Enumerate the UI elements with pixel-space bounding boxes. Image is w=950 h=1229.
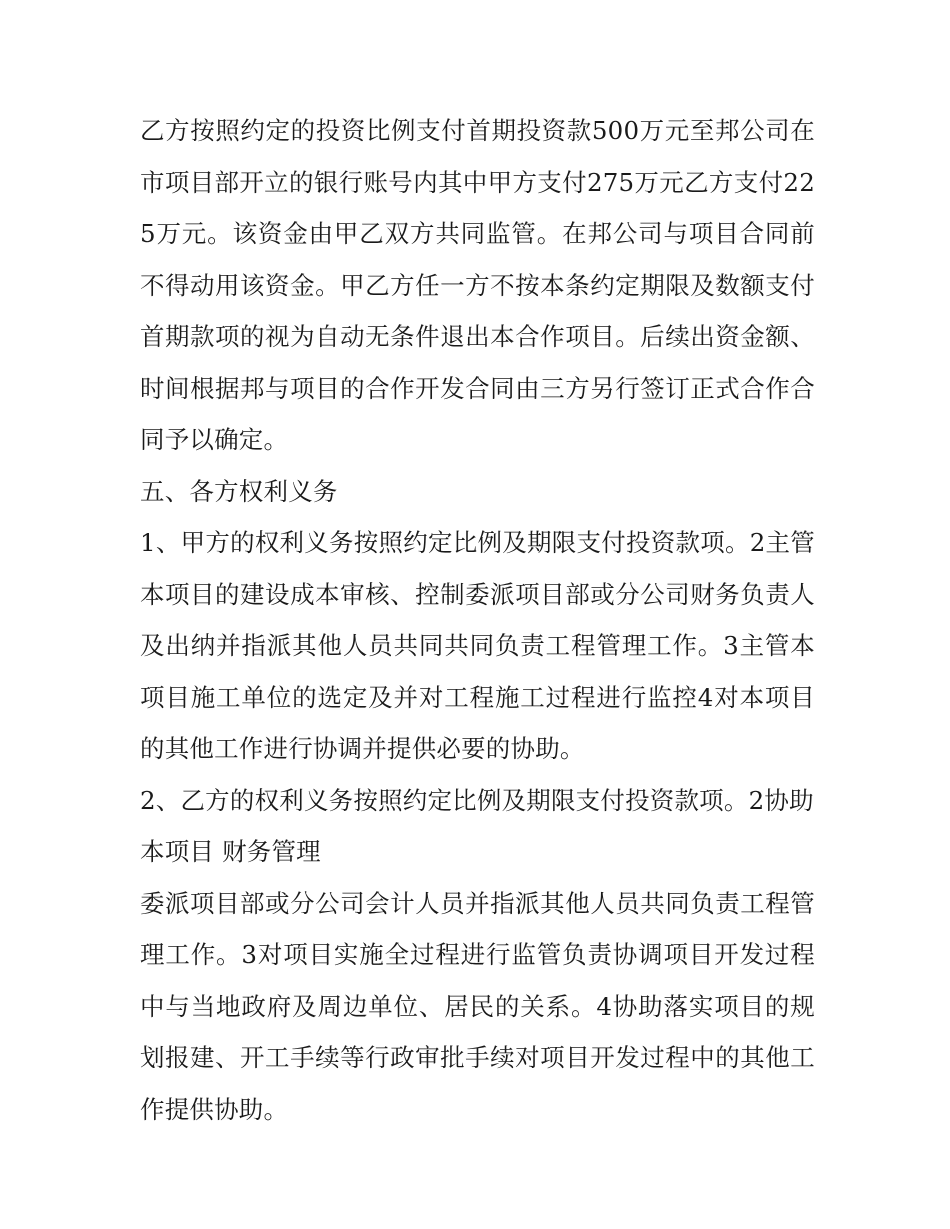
section-heading-rights-obligations: 五、各方权利义务 [140,476,338,506]
paragraph-party-b-duties: 委派项目部或分公司会计人员并指派其他人员共同负责工程管理工作。3对项目实施全过程进行监管负责协调项目开发过程中与当地政府及周边单位、居民的关系。4协助落实项目的规划报建、开工手续等行政审批手续对项目开发过程中的其他工作提供协助。 [140,888,815,1124]
paragraph-party-a-rights: 1、甲方的权利义务按照约定比例及期限支付投资款项。2主管本项目的建设成本审核、控制委派项目部或分公司财务负责人及出纳并指派其他人员共同共同负责工程管理工作。3主管本项目施工单位的选定及并对工程施工过程进行监控4对本项目的其他工作进行协调并提供必要的协助。 [140,528,815,763]
document-page [140,105,815,1135]
paragraph-party-b-rights: 2、乙方的权利义务按照约定比例及期限支付投资款项。2协助本项目 财务管理 [140,785,814,866]
paragraph-investment-payment: 乙方按照约定的投资比例支付首期投资款500万元至邦公司在市项目部开立的银行账号内其中甲方支付275万元乙方支付225万元。该资金由甲乙双方共同监管。在邦公司与项目合同前不得动用该资金。甲乙方任一方不按本条约定期限及数额支付首期款项的视为自动无条件退出本合作项目。后续出资金额、时间根据邦与项目的合作开发合同由三方另行签订正式合作合同予以确定。 [140,116,815,454]
